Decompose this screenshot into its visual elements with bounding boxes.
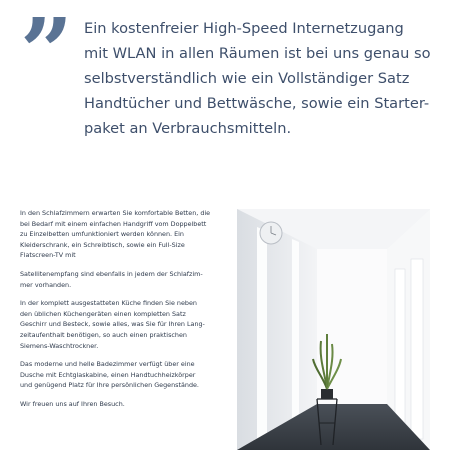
text-line: In der komplett ausgestatteten Küche finden Sie neben [20,299,197,308]
headline-line: Ein kostenfreier High-Speed Internetzugang [84,20,404,37]
quote-mark: ” [20,0,69,106]
text-line: Siemens-Waschtrockner. [20,341,99,350]
text-line: den üblichen Küchengeräten einen kompletten Satz [20,309,186,318]
paragraph-satellite [20,269,224,290]
hallway-photo [237,209,430,450]
paragraph-kitchen [20,298,224,351]
text-line: zu Einzelbetten umfunktioniert werden können. Ein [20,230,184,239]
paragraph-closing [20,399,224,410]
text-line: zeitaufenthalt benötigen, so auch einen praktischen [20,330,187,339]
text-line: und genügend Platz für Ihre persönlichen Gegenstände. [20,381,199,390]
headline-line: selbstverständlich wie ein Vollständiger Satz [84,70,410,87]
text-line: mer vorhanden. [20,280,72,289]
headline-line: Handtücher und Bettwäsche, sowie ein Starter- [84,95,430,112]
text-line: Satellitenempfang sind ebenfalls in jedem der Schlafzim- [20,269,203,278]
hallway-illustration [237,209,430,450]
headline-line: paket an Verbrauchsmitteln. [84,120,292,137]
text-line: In den Schlafzimmern erwarten Sie komfortable Betten, die [20,209,211,217]
text-line: Wir freuen uns auf Ihren Besuch. [20,399,125,408]
text-line: Geschirr und Besteck, sowie alles, was Sie für Ihren Lang- [20,320,205,329]
headline-line: mit WLAN in allen Räumen ist bei uns genau so [84,45,431,62]
paragraph-bathroom [20,359,224,391]
body-text [20,208,224,418]
paragraph-bedrooms [20,208,224,261]
text-line: Das moderne und helle Badezimmer verfügt über eine [20,360,195,369]
text-line: Kleiderschrank, ein Schreibtisch, sowie ein Full-Size [20,240,185,249]
text-line: Dusche mit Echtglaskabine, einen Handtuchheizkörper [20,370,196,379]
headline-quote [84,16,431,141]
text-line: Flatscreen-TV mit [20,251,76,260]
text-line: bei Bedarf mit einem einfachen Handgriff vom Doppelbett [20,219,207,228]
